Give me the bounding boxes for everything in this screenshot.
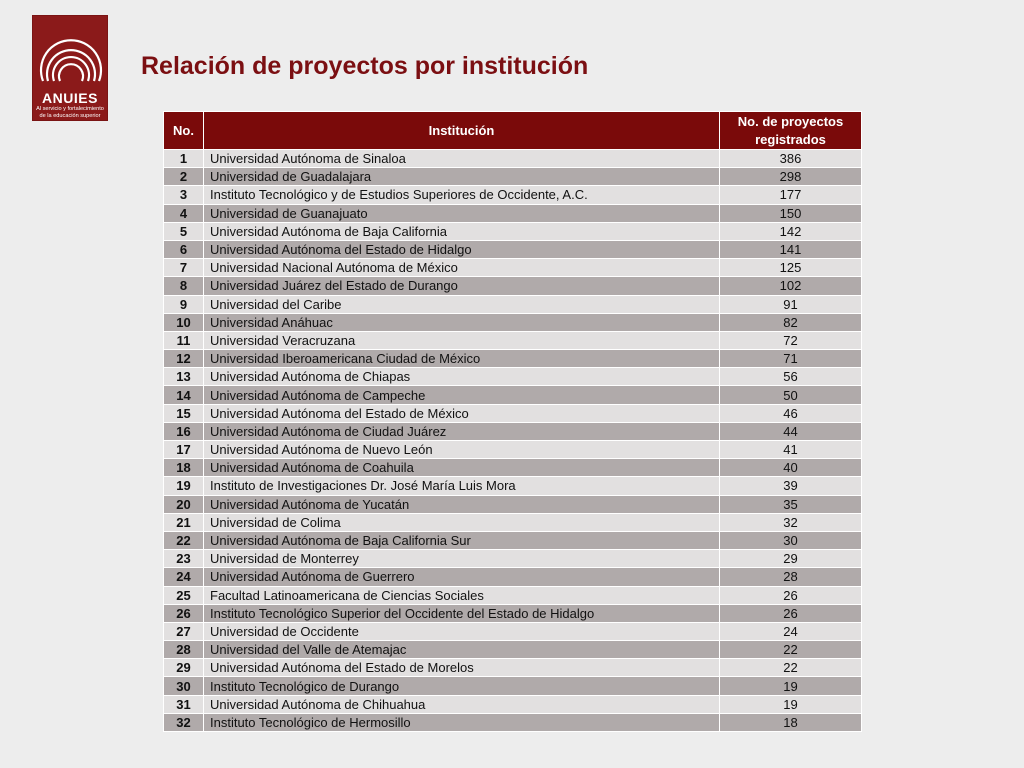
row-project-count: 150 <box>720 204 862 222</box>
row-institution: Universidad Autónoma de Chiapas <box>204 368 720 386</box>
page-title: Relación de proyectos por institución <box>141 52 589 80</box>
row-project-count: 19 <box>720 695 862 713</box>
table-row <box>164 622 862 640</box>
row-project-count: 35 <box>720 495 862 513</box>
logo-tagline-line-1: Al servicio y fortalecimiento <box>36 106 104 112</box>
row-institution: Universidad Autónoma de Chihuahua <box>204 695 720 713</box>
row-project-count: 177 <box>720 186 862 204</box>
row-number: 20 <box>164 495 204 513</box>
row-project-count: 22 <box>720 659 862 677</box>
row-project-count: 18 <box>720 713 862 731</box>
row-project-count: 298 <box>720 168 862 186</box>
row-project-count: 82 <box>720 313 862 331</box>
row-number: 4 <box>164 204 204 222</box>
row-project-count: 142 <box>720 222 862 240</box>
table-row <box>164 240 862 258</box>
row-project-count: 26 <box>720 604 862 622</box>
header-projects: No. de proyectos registrados <box>720 112 862 150</box>
header-institution: Institución <box>204 112 720 150</box>
row-number: 26 <box>164 604 204 622</box>
row-project-count: 30 <box>720 531 862 549</box>
row-number: 29 <box>164 659 204 677</box>
row-project-count: 91 <box>720 295 862 313</box>
table-row <box>164 604 862 622</box>
row-number: 13 <box>164 368 204 386</box>
table-row <box>164 368 862 386</box>
row-number: 19 <box>164 477 204 495</box>
row-project-count: 39 <box>720 477 862 495</box>
row-project-count: 26 <box>720 586 862 604</box>
table-row <box>164 422 862 440</box>
row-institution: Universidad Autónoma de Baja California <box>204 222 720 240</box>
row-institution: Universidad Autónoma del Estado de México <box>204 404 720 422</box>
row-number: 17 <box>164 441 204 459</box>
row-number: 10 <box>164 313 204 331</box>
row-number: 16 <box>164 422 204 440</box>
table-row <box>164 477 862 495</box>
row-number: 22 <box>164 531 204 549</box>
row-institution: Universidad Autónoma de Yucatán <box>204 495 720 513</box>
table-row <box>164 222 862 240</box>
table-row <box>164 441 862 459</box>
table-row <box>164 295 862 313</box>
table-body <box>164 150 862 732</box>
table-row <box>164 659 862 677</box>
table-row <box>164 313 862 331</box>
row-project-count: 22 <box>720 641 862 659</box>
row-institution: Universidad Autónoma del Estado de Hidalgo <box>204 240 720 258</box>
table-row <box>164 259 862 277</box>
row-number: 21 <box>164 513 204 531</box>
row-project-count: 46 <box>720 404 862 422</box>
table-row <box>164 204 862 222</box>
table-row <box>164 586 862 604</box>
table-row <box>164 150 862 168</box>
row-institution: Universidad del Valle de Atemajac <box>204 641 720 659</box>
row-number: 31 <box>164 695 204 713</box>
table-row <box>164 331 862 349</box>
row-institution: Universidad Veracruzana <box>204 331 720 349</box>
row-number: 11 <box>164 331 204 349</box>
row-number: 15 <box>164 404 204 422</box>
row-number: 23 <box>164 550 204 568</box>
row-number: 2 <box>164 168 204 186</box>
row-institution: Universidad Autónoma del Estado de Morelos <box>204 659 720 677</box>
row-project-count: 19 <box>720 677 862 695</box>
row-number: 30 <box>164 677 204 695</box>
table-row <box>164 168 862 186</box>
row-institution: Universidad Juárez del Estado de Durango <box>204 277 720 295</box>
row-institution: Universidad Iberoamericana Ciudad de México <box>204 350 720 368</box>
row-number: 24 <box>164 568 204 586</box>
table-row <box>164 459 862 477</box>
table-row <box>164 568 862 586</box>
table-row <box>164 386 862 404</box>
table-row <box>164 695 862 713</box>
row-number: 1 <box>164 150 204 168</box>
header-no: No. <box>164 112 204 150</box>
row-project-count: 29 <box>720 550 862 568</box>
table-row <box>164 350 862 368</box>
row-institution: Universidad de Occidente <box>204 622 720 640</box>
row-project-count: 141 <box>720 240 862 258</box>
row-number: 5 <box>164 222 204 240</box>
table-header-row <box>164 112 862 150</box>
row-project-count: 41 <box>720 441 862 459</box>
row-number: 28 <box>164 641 204 659</box>
row-project-count: 72 <box>720 331 862 349</box>
row-institution: Instituto Tecnológico de Durango <box>204 677 720 695</box>
logo-brand: ANUIES <box>42 90 98 106</box>
row-project-count: 125 <box>720 259 862 277</box>
row-number: 25 <box>164 586 204 604</box>
row-institution: Universidad Autónoma de Coahuila <box>204 459 720 477</box>
row-institution: Universidad Autónoma de Guerrero <box>204 568 720 586</box>
row-institution: Universidad Autónoma de Campeche <box>204 386 720 404</box>
row-institution: Instituto Tecnológico Superior del Occidente del Estado de Hidalgo <box>204 604 720 622</box>
row-institution: Instituto Tecnológico y de Estudios Superiores de Occidente, A.C. <box>204 186 720 204</box>
row-institution: Universidad Autónoma de Nuevo León <box>204 441 720 459</box>
row-project-count: 71 <box>720 350 862 368</box>
row-project-count: 32 <box>720 513 862 531</box>
row-project-count: 28 <box>720 568 862 586</box>
row-institution: Facultad Latinoamericana de Ciencias Sociales <box>204 586 720 604</box>
row-institution: Universidad de Monterrey <box>204 550 720 568</box>
row-number: 32 <box>164 713 204 731</box>
row-number: 9 <box>164 295 204 313</box>
row-project-count: 44 <box>720 422 862 440</box>
projects-table <box>163 111 862 732</box>
row-project-count: 24 <box>720 622 862 640</box>
row-number: 8 <box>164 277 204 295</box>
row-institution: Universidad Autónoma de Ciudad Juárez <box>204 422 720 440</box>
row-project-count: 40 <box>720 459 862 477</box>
table-row <box>164 513 862 531</box>
table-row <box>164 677 862 695</box>
row-institution: Universidad Autónoma de Sinaloa <box>204 150 720 168</box>
row-institution: Universidad de Colima <box>204 513 720 531</box>
table-row <box>164 713 862 731</box>
row-project-count: 56 <box>720 368 862 386</box>
row-number: 3 <box>164 186 204 204</box>
row-project-count: 102 <box>720 277 862 295</box>
table-row <box>164 495 862 513</box>
table-row <box>164 186 862 204</box>
anuies-logo <box>32 15 108 121</box>
row-number: 18 <box>164 459 204 477</box>
row-institution: Universidad Anáhuac <box>204 313 720 331</box>
table-row <box>164 531 862 549</box>
logo-tagline-line-2: de la educación superior <box>39 112 101 119</box>
logo-tagline <box>35 106 105 119</box>
row-number: 6 <box>164 240 204 258</box>
row-institution: Instituto de Investigaciones Dr. José María Luis Mora <box>204 477 720 495</box>
row-project-count: 50 <box>720 386 862 404</box>
row-number: 27 <box>164 622 204 640</box>
table-row <box>164 550 862 568</box>
row-institution: Universidad Nacional Autónoma de México <box>204 259 720 277</box>
row-institution: Universidad de Guadalajara <box>204 168 720 186</box>
row-institution: Universidad de Guanajuato <box>204 204 720 222</box>
row-institution: Universidad del Caribe <box>204 295 720 313</box>
row-number: 14 <box>164 386 204 404</box>
row-institution: Universidad Autónoma de Baja California Sur <box>204 531 720 549</box>
table-row <box>164 404 862 422</box>
concentric-arcs-icon <box>36 19 106 89</box>
row-number: 7 <box>164 259 204 277</box>
row-project-count: 386 <box>720 150 862 168</box>
table-row <box>164 641 862 659</box>
row-number: 12 <box>164 350 204 368</box>
table-row <box>164 277 862 295</box>
row-institution: Instituto Tecnológico de Hermosillo <box>204 713 720 731</box>
